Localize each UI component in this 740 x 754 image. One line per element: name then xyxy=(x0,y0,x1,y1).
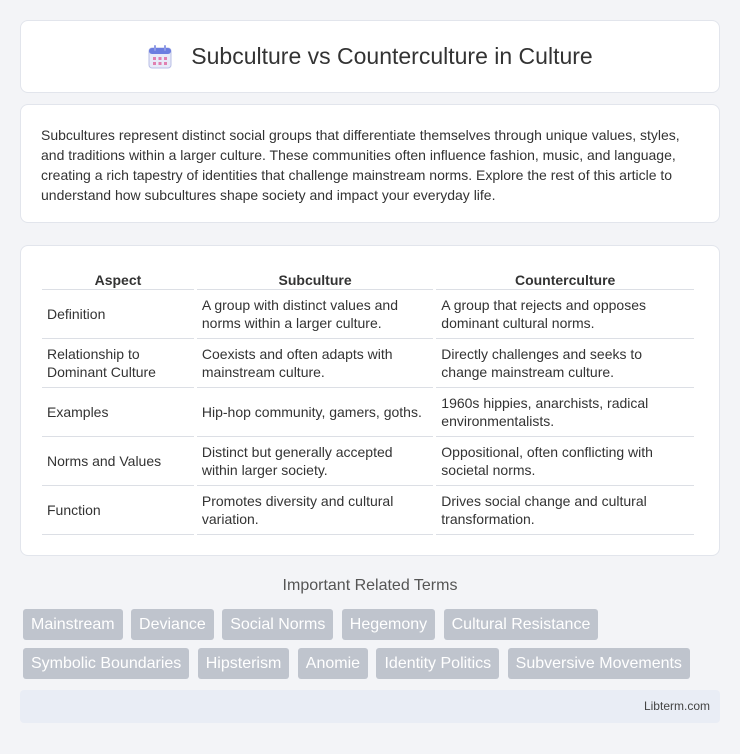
cell-subculture: Coexists and often adapts with mainstream culture. xyxy=(197,339,433,388)
cell-subculture: Hip-hop community, gamers, goths. xyxy=(197,388,433,437)
table-row xyxy=(42,339,694,388)
cell-counterculture: Directly challenges and seeks to change mainstream culture. xyxy=(436,339,694,388)
term-tag[interactable]: Symbolic Boundaries xyxy=(23,648,189,679)
term-tag[interactable]: Identity Politics xyxy=(376,648,499,679)
cell-aspect: Relationship to Dominant Culture xyxy=(42,339,194,388)
cell-subculture: A group with distinct values and norms within a larger culture. xyxy=(197,290,433,339)
term-tag[interactable]: Social Norms xyxy=(222,609,333,640)
footer-site-link[interactable]: Libterm.com xyxy=(643,699,710,713)
table-row xyxy=(42,486,694,535)
comparison-card xyxy=(20,245,720,556)
intro-card xyxy=(20,104,720,223)
page-title: Subculture vs Counterculture in Culture xyxy=(191,43,593,69)
header-aspect: Aspect xyxy=(42,266,194,290)
table-row xyxy=(42,290,694,339)
cell-subculture: Promotes diversity and cultural variation. xyxy=(197,486,433,535)
cell-aspect: Definition xyxy=(42,290,194,339)
header-counterculture: Counterculture xyxy=(436,266,694,290)
intro-text: Subcultures represent distinct social groups that differentiate themselves through unique values, styles, and traditions within a larger culture. These communities often influence fashion, music, and language, creating a rich tapestry of identities that challenge mainstream norms. Explore the rest of this article to understand how subcultures shape society and impact your everyday life. xyxy=(41,127,680,203)
term-tag[interactable]: Hegemony xyxy=(342,609,435,640)
cell-counterculture: Oppositional, often conflicting with societal norms. xyxy=(436,437,694,486)
header-subculture: Subculture xyxy=(197,266,433,290)
cell-counterculture: Drives social change and cultural transformation. xyxy=(436,486,694,535)
cell-aspect: Norms and Values xyxy=(42,437,194,486)
term-tag[interactable]: Cultural Resistance xyxy=(444,609,599,640)
calendar-icon xyxy=(147,44,173,70)
cell-aspect: Function xyxy=(42,486,194,535)
term-tag[interactable]: Anomie xyxy=(298,648,368,679)
table-row xyxy=(42,437,694,486)
term-tag[interactable]: Hipsterism xyxy=(198,648,290,679)
related-terms-list xyxy=(23,609,723,687)
term-tag[interactable]: Subversive Movements xyxy=(508,648,690,679)
term-tag[interactable]: Mainstream xyxy=(23,609,123,640)
cell-counterculture: 1960s hippies, anarchists, radical environmentalists. xyxy=(436,388,694,437)
page-header xyxy=(20,20,720,93)
term-tag[interactable]: Deviance xyxy=(131,609,214,640)
cell-counterculture: A group that rejects and opposes dominant cultural norms. xyxy=(436,290,694,339)
cell-subculture: Distinct but generally accepted within larger society. xyxy=(197,437,433,486)
table-header-row xyxy=(42,266,694,290)
comparison-table xyxy=(39,266,697,535)
cell-aspect: Examples xyxy=(42,388,194,437)
related-terms-title: Important Related Terms xyxy=(282,577,458,594)
table-row xyxy=(42,388,694,437)
footer xyxy=(20,690,720,723)
